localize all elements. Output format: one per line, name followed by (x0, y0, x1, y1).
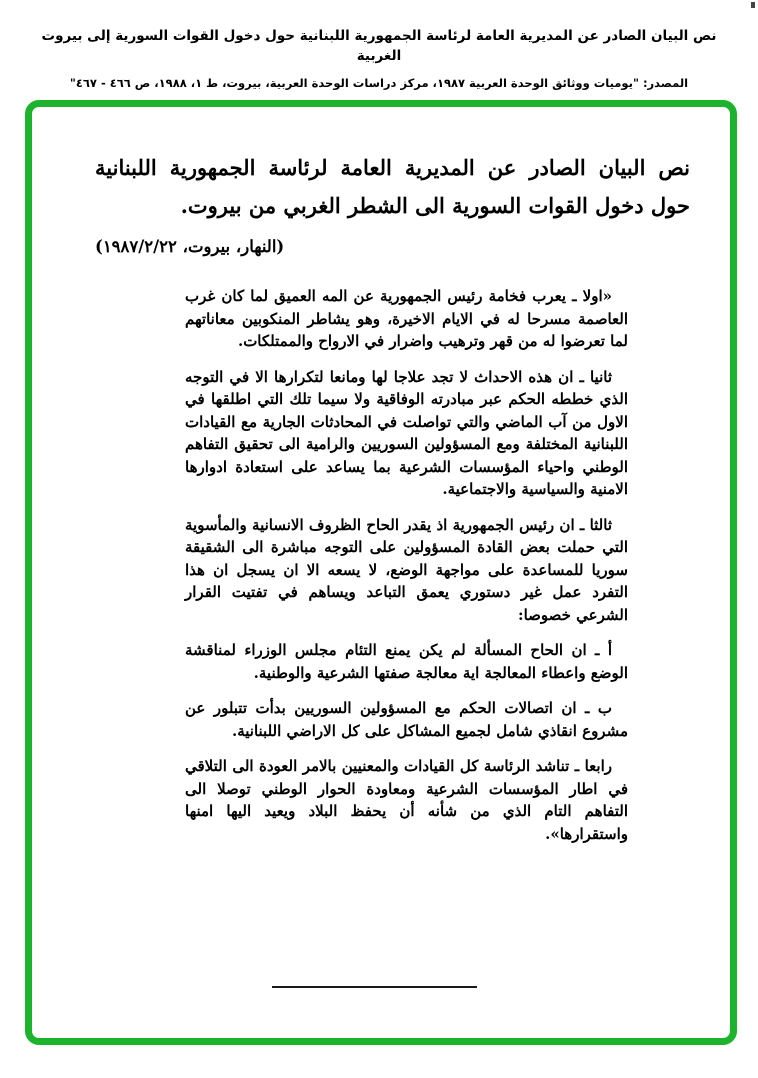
end-divider-rule (272, 986, 477, 988)
header-source-citation: المصدر: "يوميات ووثائق الوحدة العربية ١٩٨٧، مركز دراسات الوحدة العربية، بيروت، ط ١، ١٩٨٨، ص ٤٦٦ - ٤٦٧" (69, 76, 689, 90)
scan-artifact (751, 2, 755, 8)
document-title: نص البيان الصادر عن المديرية العامة لرئاسة الجمهورية اللبنانية حول دخول القوات السورية الى الشطر الغربي من بيروت. (95, 155, 690, 218)
paragraph-item-b: ب ـ ان اتصالات الحكم مع المسؤولين السوريين بدأت تتبلور عن مشروع انقاذي شامل لجميع المشاكل على كل الاراضي اللبنانية. (185, 699, 628, 740)
paragraph-second: ثانيا ـ ان هذه الاحداث لا تجد علاجا لها ومانعا لتكرارها الا في التوجه الذي خططه الحكم عبر مبادرته الوفاقية ولا سيما تلك التي اطلقها في الاول من آب الماضي والتي تواصلت في المحادثات الجارية مع القيادات اللبنانية المختلفة ومع المسؤولين السوريين والرامية الى تحقيق التفاهم الوطني واحياء المؤسسات الشرعية بما يساعد على استعادة ادوارها الامنية والسياسية والاجتماعية. (185, 367, 628, 498)
document-frame (25, 100, 737, 1045)
header-title: نص البيان الصادر عن المديرية العامة لرئاسة الجمهورية اللبنانية حول دخول القوات السورية إلى بيروت الغربية (41, 28, 717, 64)
paragraph-first: «اولا ـ يعرب فخامة رئيس الجمهورية عن المه العميق لما كان غرب العاصمة مسرحا له في الايام الاخيرة، وهو يشاطر المنكوبين معاناتهم لما تعرضوا له من قهر وترهيب واضرار في الارواح والممتلكات. (185, 287, 628, 350)
document-content (32, 107, 730, 1038)
page-header (0, 26, 758, 91)
paragraph-item-a: أ ـ ان الحاح المسألة لم يكن يمنع التئام مجلس الوزراء لمناقشة الوضع واعطاء المعالجة اية معالجة صفتها الشرعية والوطنية. (185, 641, 628, 682)
document-dateline: (النهار، بيروت، ١٩٨٧/٢/٢٢) (95, 237, 285, 256)
paragraph-third: ثالثا ـ ان رئيس الجمهورية اذ يقدر الحاح الظروف الانسانية والمأسوية التي حملت بعض القادة المسؤولين على التوجه مباشرة الى الشقيقة سوريا للمساعدة على مواجهة الوضع، لا يسعه الا ان يسجل ان هذا التفرد عمل غير دستوري يعمق التباعد ويساهم في تفتيت القرار الشرعي خصوصا: (185, 515, 628, 624)
paragraph-fourth: رابعا ـ تناشد الرئاسة كل القيادات والمعنيين بالامر العودة الى التلاقي في اطار المؤسسات الشرعية ومعاودة الحوار الوطني توصلا الى التفاهم التام الذي من شأنه أن يحفظ البلاد ويعيد اليها امنها واستقرارها». (185, 757, 628, 843)
document-body (185, 285, 628, 845)
